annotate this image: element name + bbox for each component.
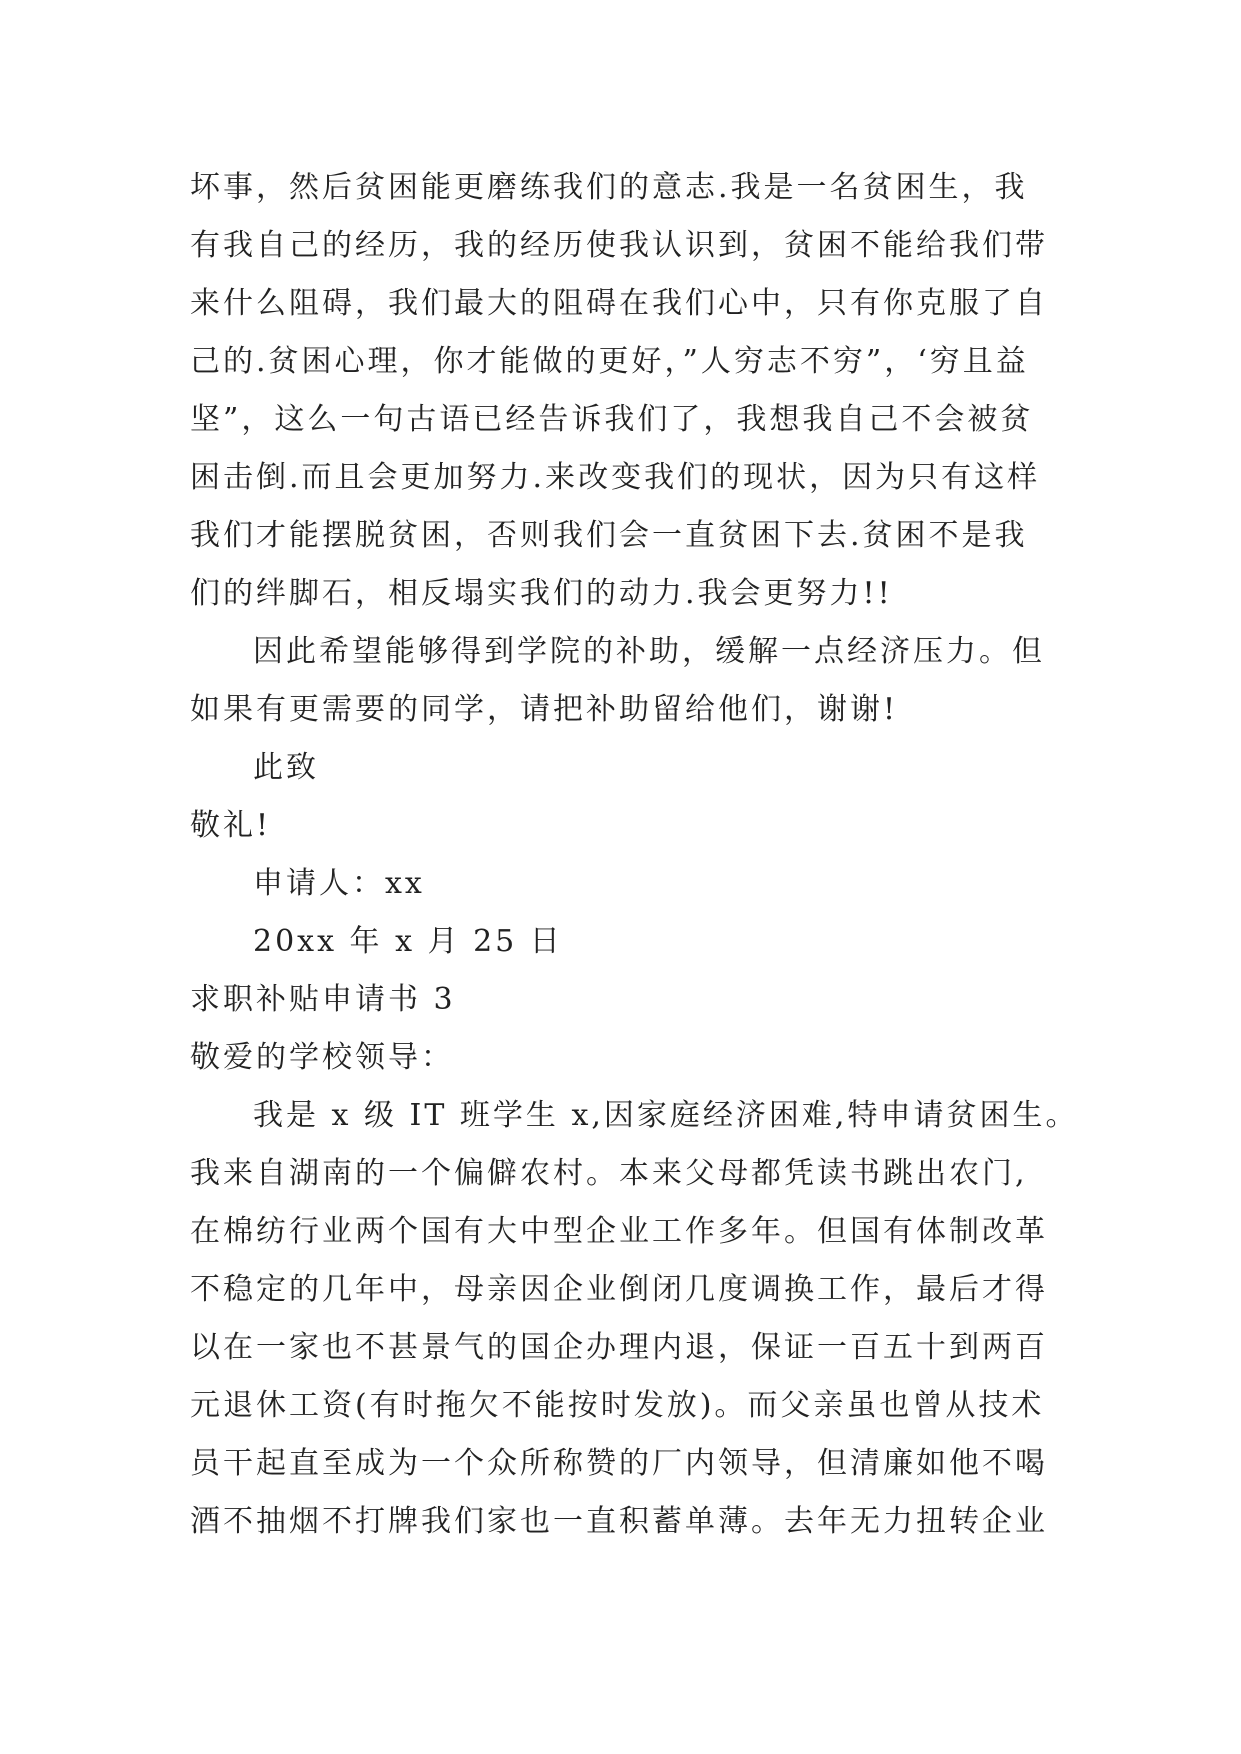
body-line: 我来自湖南的一个偏僻农村。本来父母都凭读书跳出农门, [190,1156,1028,1191]
body-line: 坏事，然后贫困能更磨练我们的意志.我是一名贫困生，我 [190,170,1028,205]
body-line: 如果有更需要的同学，请把补助留给他们，谢谢! [190,692,899,727]
section-title: 求职补贴申请书 3 [190,982,456,1017]
body-line: 们的绊脚石，相反塌实我们的动力.我会更努力!! [190,576,893,611]
body-line: 我是 x 级 IT 班学生 x,因家庭经济困难,特申请贫困生。 [253,1098,1079,1133]
body-line: 酒不抽烟不打牌我们家也一直积蓄单薄。去年无力扭转企业 [190,1504,1048,1539]
body-line: 来什么阻碍，我们最大的阻碍在我们心中，只有你克服了自 [190,286,1048,321]
applicant-signature: 申请人：xx [253,866,425,901]
body-line: 元退休工资(有时拖欠不能按时发放)。而父亲虽也曾从技术 [190,1388,1045,1423]
body-line: 不稳定的几年中，母亲因企业倒闭几度调换工作，最后才得 [190,1272,1048,1307]
letter-date: 20xx 年 x 月 25 日 [253,924,563,959]
body-line: 在棉纺行业两个国有大中型企业工作多年。但国有体制改革 [190,1214,1048,1249]
body-line: 我们才能摆脱贫困，否则我们会一直贫困下去.贫困不是我 [190,518,1028,553]
body-line: 员干起直至成为一个众所称赞的厂内领导，但清廉如他不喝 [190,1446,1048,1481]
body-line: 己的.贫困心理，你才能做的更好，”人穷志不穷”，‘穷且益 [190,344,1029,379]
letter-greeting: 敬爱的学校领导： [190,1040,454,1075]
body-line: 因此希望能够得到学院的补助，缓解一点经济压力。但 [253,634,1045,669]
body-line: 有我自己的经历，我的经历使我认识到，贫困不能给我们带 [190,228,1048,263]
closing-regards: 敬礼! [190,808,272,843]
closing-salutation: 此致 [253,750,319,785]
body-line: 以在一家也不甚景气的国企办理内退，保证一百五十到两百 [190,1330,1048,1365]
body-line: 困击倒.而且会更加努力.来改变我们的现状，因为只有这样 [190,460,1041,495]
body-line: 坚”，这么一句古语已经告诉我们了，我想我自己不会被贫 [190,402,1034,437]
